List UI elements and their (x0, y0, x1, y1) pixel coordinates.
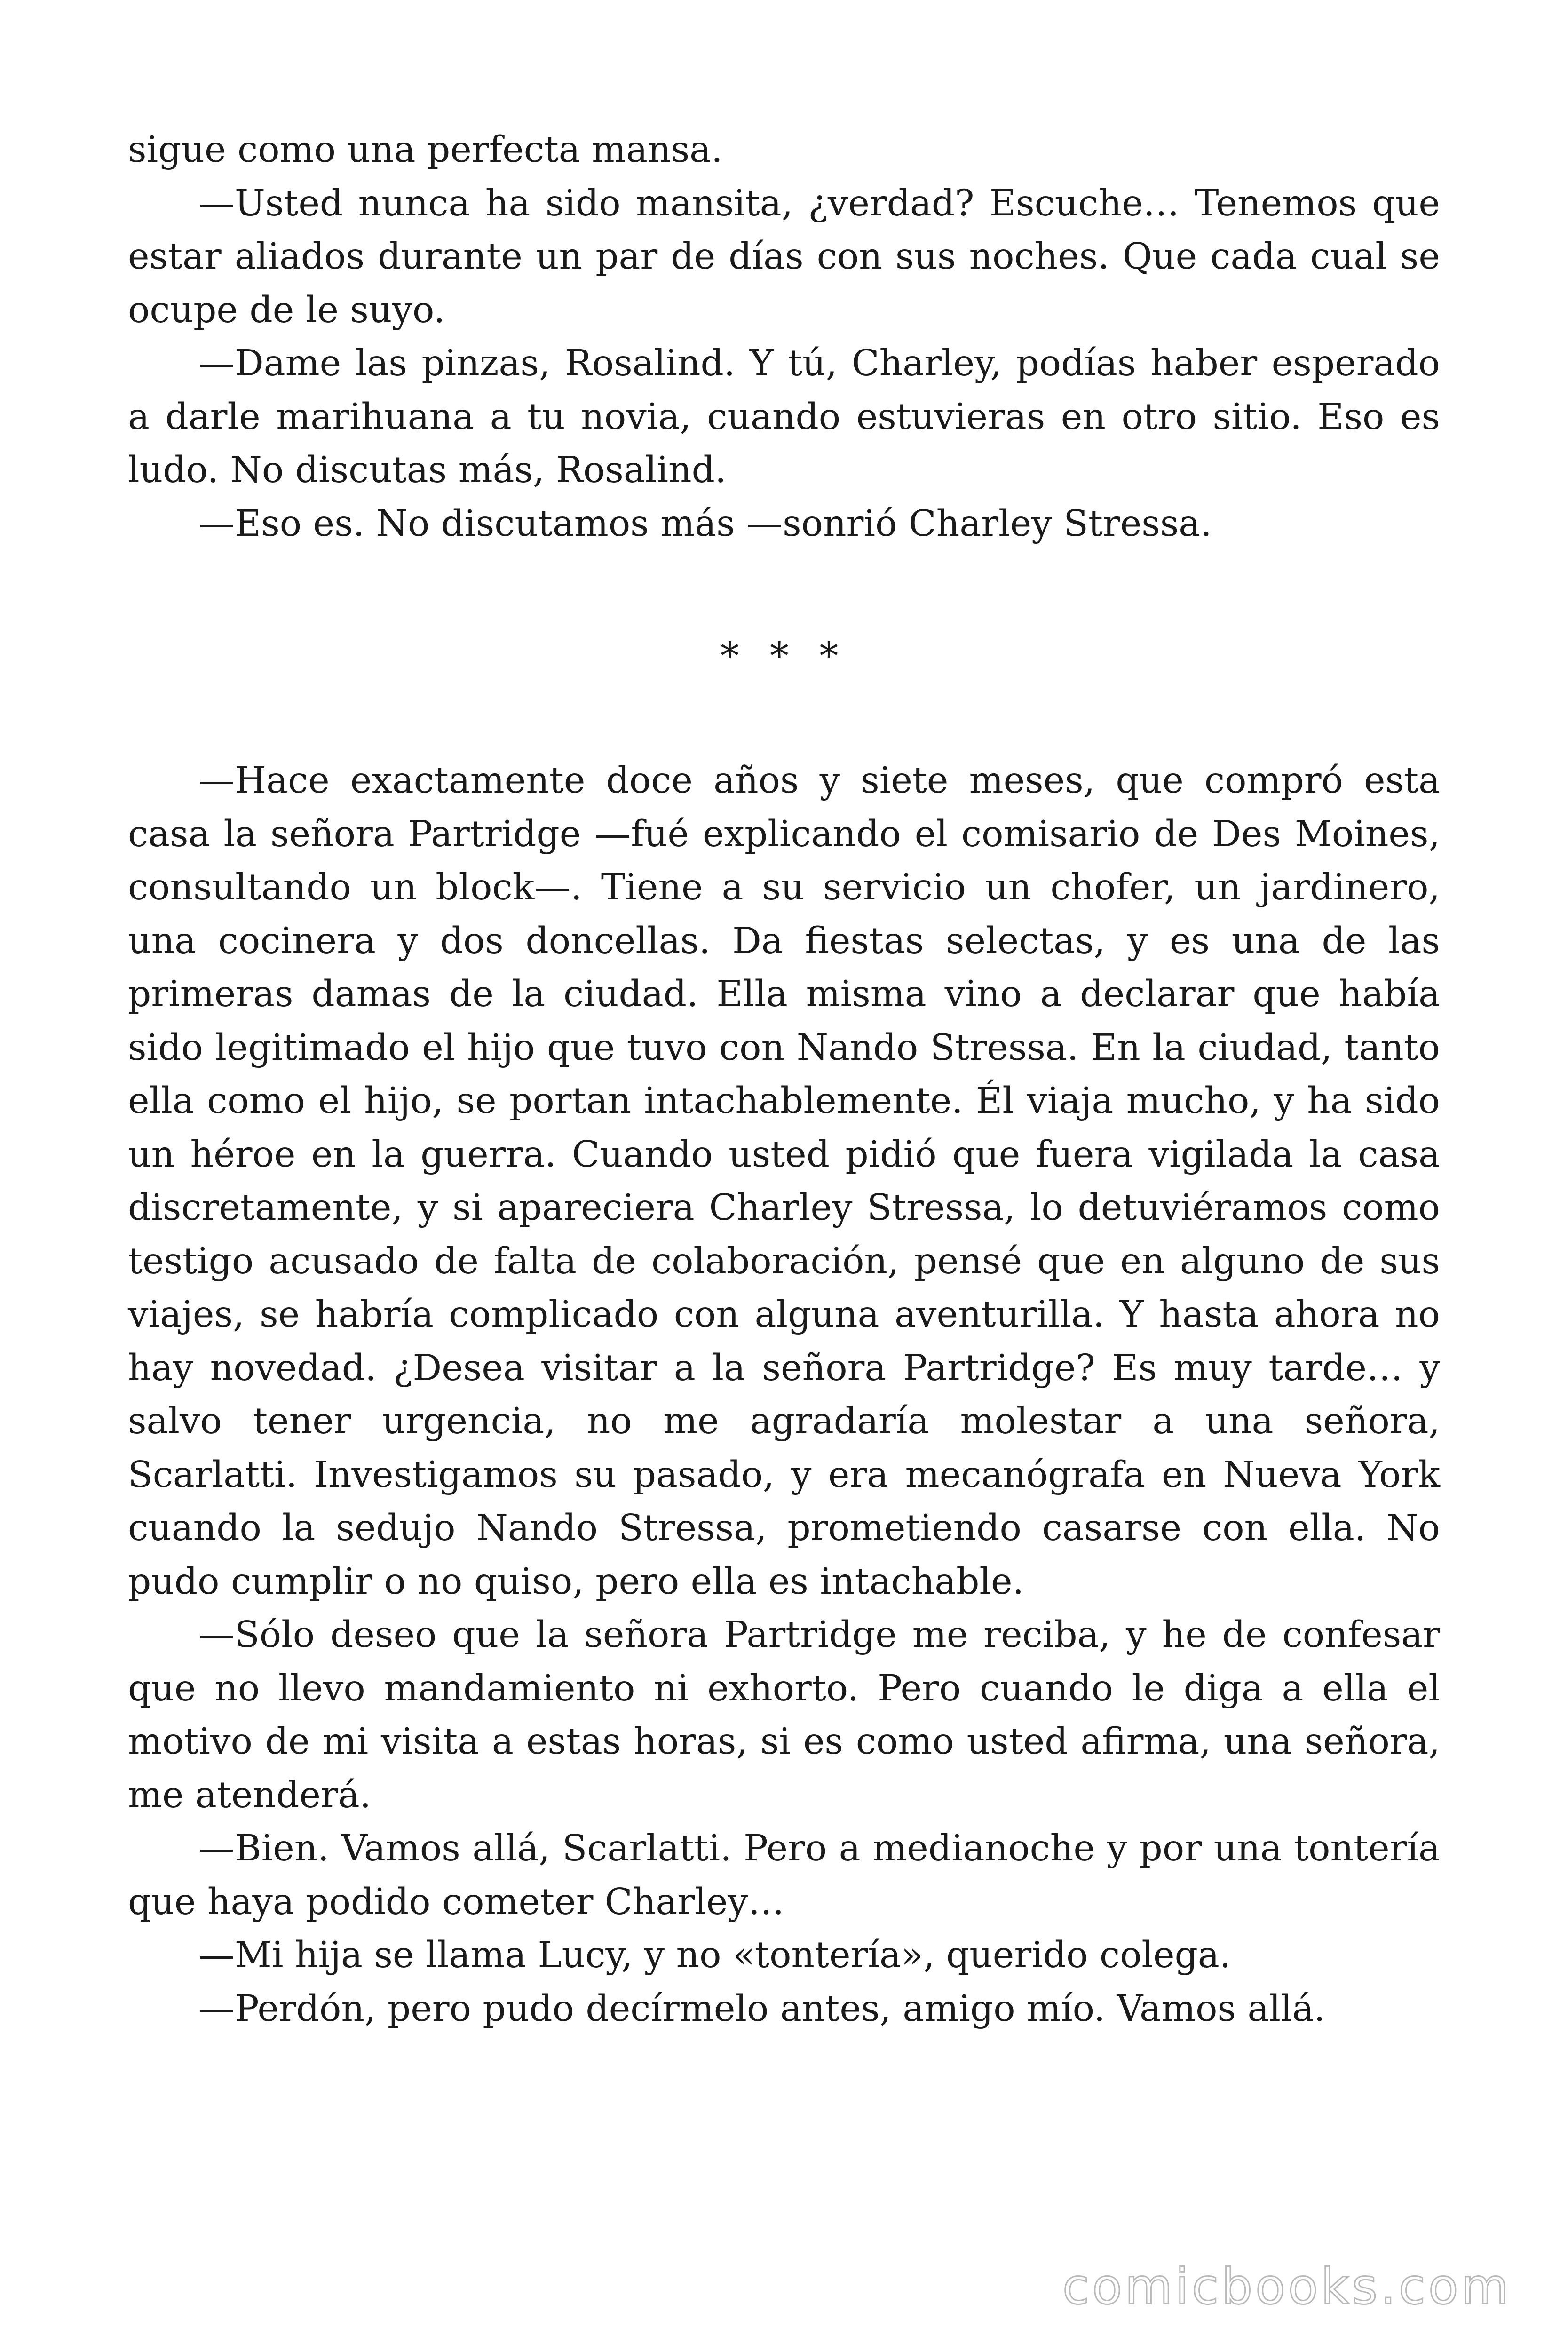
text-block-main (128, 754, 1440, 2035)
paragraph: —Bien. Vamos allá, Scarlatti. Pero a medianoche y por una tontería que haya podido cometer Charley… (128, 1828, 1440, 1923)
section-separator: * * * (720, 634, 848, 678)
paragraph: —Sólo deseo que la señora Partridge me reciba, y he de confesar que no llevo mandamiento ni exhorto. Pero cuando le diga a ella el motivo de mi visita a estas horas, si es como usted afirma, una señora, me atenderá. (128, 1614, 1440, 1816)
watermark: comicbooks.com (1062, 2258, 1512, 2315)
paragraph: —Dame las pinzas, Rosalind. Y tú, Charley, podías haber esperado a darle marihuana a tu novia, cuando estuvieras en otro sitio. Eso es ludo. No discutas más, Rosalind. (128, 342, 1440, 491)
paragraph: —Hace exactamente doce años y siete meses, que compró esta casa la señora Partridge —fué explicando el comisario de Des Moines, consultando un block—. Tiene a su servicio un chofer, un jardinero, una cocinera y dos doncellas. Da fiestas selectas, y es una de las primeras damas de la ciudad. Ella misma vino a declarar que había sido legitimado el hijo que tuvo con Nando Stressa. En la ciudad, tanto ella como el hijo, se portan intachablemente. Él viaja mucho, y ha sido un héroe en la guerra. Cuando usted pidió que fuera vigilada la casa discretamente, y si apareciera Charley Stressa, lo detuviéramos como testigo acusado de falta de colaboración, pensé que en alguno de sus viajes, se habría complicado con alguna aventurilla. Y hasta ahora no hay novedad. ¿Desea visitar a la señora Partridge? Es muy tarde… y salvo tener urgencia, no me agradaría molestar a una señora, Scarlatti. Investigamos su pasado, y era mecanógrafa en Nueva York cuando la sedujo Nando Stressa, prometiendo casarse con ella. No pudo cumplir o no quiso, pero ella es intachable. (128, 760, 1440, 1603)
paragraph: —Perdón, pero pudo decírmelo antes, amigo mío. Vamos allá. (198, 1987, 1325, 2030)
paragraph: —Usted nunca ha sido mansita, ¿verdad? Escuche… Tenemos que estar aliados durante un par de días con sus noches. Que cada cual se ocupe de le suyo. (128, 182, 1440, 331)
paragraph: sigue como una perfecta mansa. (128, 129, 723, 171)
paragraph: —Eso es. No discutamos más —sonrió Charley Stressa. (198, 502, 1212, 545)
paragraph: —Mi hija se llama Lucy, y no «tontería», querido colega. (198, 1934, 1231, 1976)
text-block-top (128, 123, 1440, 550)
